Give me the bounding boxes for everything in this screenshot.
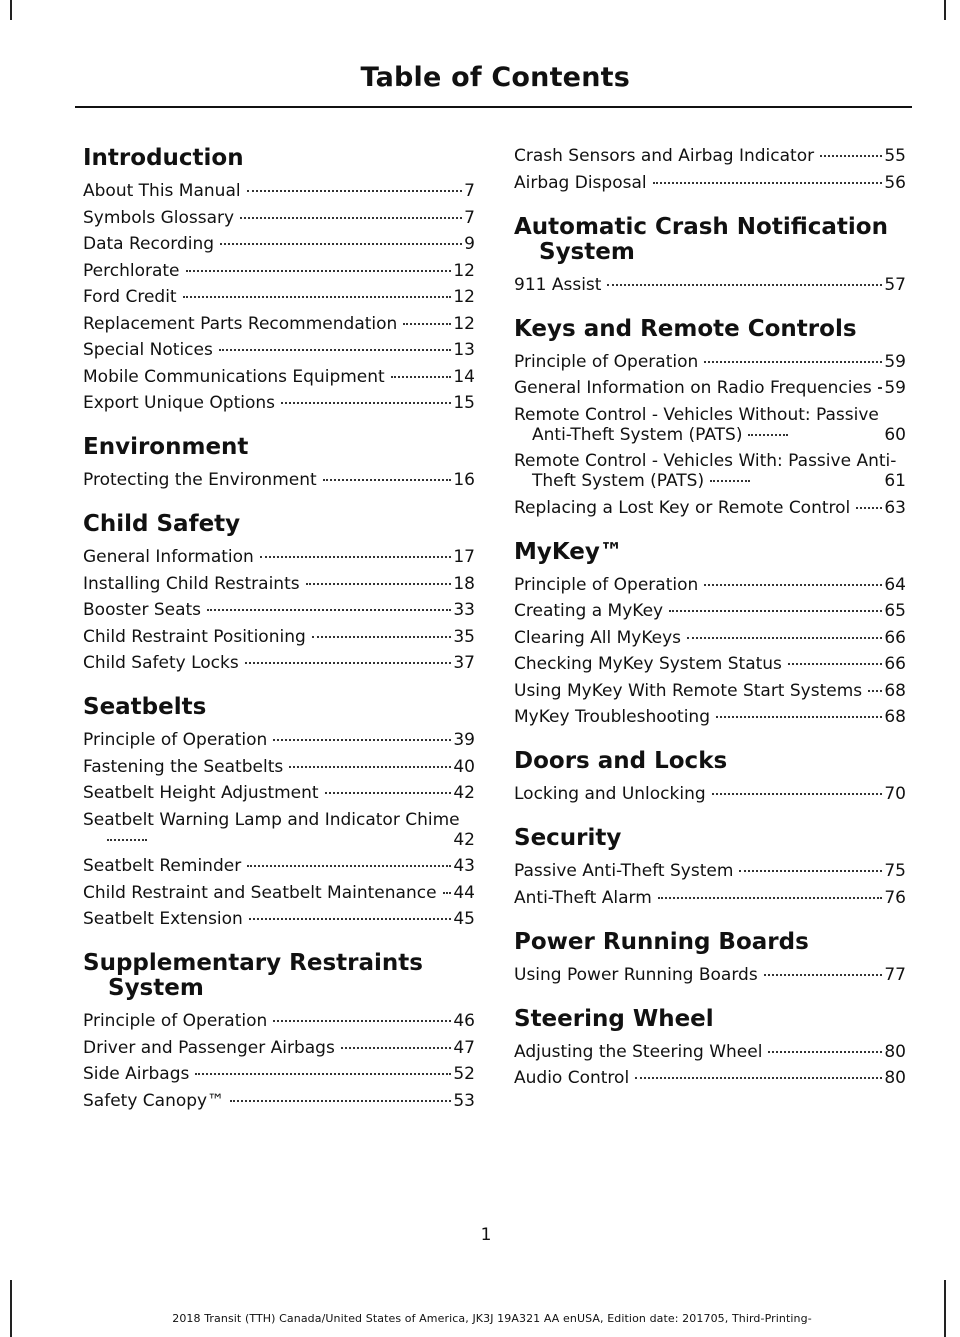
toc-entry-title: Mobile Communications Equipment [83, 366, 385, 387]
dot-leader [183, 296, 452, 298]
toc-section [83, 951, 475, 1111]
page-title: Table of Contents [360, 62, 630, 93]
toc-entry-page: 12 [453, 287, 475, 307]
dot-leader [704, 584, 882, 586]
toc-entry-title: Locking and Unlocking [514, 784, 706, 804]
toc-entry-title: Replacement Parts Recommendation [83, 313, 398, 334]
toc-entry-page: 7 [464, 207, 475, 228]
toc-entry-911-assist[interactable] [514, 275, 906, 295]
section-heading: Supplementary Restraints System [83, 950, 423, 1001]
toc-entry-title: Seatbelt Warning Lamp and Indicator Chime [83, 809, 460, 830]
toc-entry-title: Replacing a Lost Key or Remote Control [514, 497, 851, 518]
dot-leader [443, 892, 452, 894]
toc-entry-locking-and-unlocking[interactable] [514, 784, 906, 804]
dot-leader [856, 507, 882, 509]
toc-entry-title: Ford Credit [83, 287, 177, 307]
toc-entry-replacing-a-lost-key-or-remote-control[interactable] [514, 498, 906, 518]
toc-entry-title: Remote Control - Vehicles Without: Passive Anti-Theft System (PATS) [514, 404, 879, 445]
toc-entry-protecting-the-environment[interactable] [83, 470, 475, 490]
toc-entry-title: Principle of Operation [514, 351, 699, 372]
toc-entry-page: 55 [884, 146, 906, 166]
toc-entry-page: 12 [453, 313, 475, 334]
section-heading: Child Safety [83, 511, 241, 537]
toc-entry-page: 46 [453, 1011, 475, 1031]
toc-entry-perchlorate[interactable] [83, 261, 475, 281]
section-heading: MyKey™ [514, 538, 623, 565]
toc-section [83, 512, 475, 673]
toc-entry-page: 77 [884, 964, 906, 985]
toc-entry-title: Seatbelt Extension [83, 909, 243, 929]
toc-entry-title: Child Restraint Positioning [83, 626, 306, 647]
toc-entry-page: 13 [453, 340, 475, 360]
toc-entry-seatbelt-height-adjustment[interactable] [83, 783, 475, 803]
toc-entry-title: Using Power Running Boards [514, 964, 758, 985]
dot-leader [820, 155, 882, 157]
toc-entry-page: 15 [453, 393, 475, 413]
toc-entry-title: About This Manual [83, 181, 241, 201]
toc-entry-title: Symbols Glossary [83, 207, 235, 228]
toc-entry-page: 76 [884, 887, 906, 908]
dot-leader [712, 793, 883, 795]
toc-column-left [83, 146, 475, 1133]
toc-section [514, 749, 906, 804]
dot-leader [260, 556, 452, 558]
dot-leader [230, 1100, 451, 1102]
toc-entry-remote-control-vehicles-with-passive-anti-theft-system-pats[interactable] [514, 451, 906, 491]
dot-leader [669, 610, 882, 612]
toc-entry-special-notices[interactable] [83, 340, 475, 360]
dot-leader [107, 839, 147, 841]
toc-entry-page: 14 [453, 366, 475, 387]
toc-entry-title: Principle of Operation [83, 730, 268, 750]
toc-entry-page: 59 [884, 351, 906, 372]
section-heading: Power Running Boards [514, 928, 809, 955]
toc-entry-page: 65 [884, 601, 906, 621]
toc-entry-page: 9 [464, 234, 475, 254]
toc-entry-title: Principle of Operation [514, 574, 699, 595]
crop-mark-top-left [10, 0, 12, 20]
toc-section [83, 695, 475, 929]
toc-entry-page: 45 [453, 909, 475, 929]
toc-entry-title: General Information on Radio Frequencies [514, 378, 872, 398]
dot-leader [245, 662, 452, 664]
toc-section [514, 215, 906, 295]
toc-entry-title: Safety Canopy™ [83, 1090, 225, 1111]
toc-entry-seatbelt-extension[interactable] [83, 909, 475, 929]
toc-entry-title: Using MyKey With Remote Start Systems [514, 680, 863, 701]
toc-section [514, 930, 906, 985]
dot-leader [391, 376, 452, 378]
toc-entry-principle-of-operation[interactable] [514, 575, 906, 595]
dot-leader [325, 792, 452, 794]
dot-leader [207, 609, 451, 611]
toc-entry-page: 80 [884, 1068, 906, 1088]
toc-entry-crash-sensors-and-airbag-indicator[interactable] [514, 146, 906, 166]
toc-entry-page: 64 [884, 574, 906, 595]
toc-entry-mykey-troubleshooting[interactable] [514, 707, 906, 727]
dot-leader [219, 349, 452, 351]
toc-section [514, 146, 906, 193]
toc-entry-installing-child-restraints[interactable] [83, 574, 475, 594]
dot-leader [281, 402, 451, 404]
toc-entry-seatbelt-reminder[interactable] [83, 856, 475, 876]
toc-entry-page: 68 [884, 680, 906, 701]
toc-entry-checking-mykey-system-status[interactable] [514, 654, 906, 674]
dot-leader [341, 1047, 452, 1049]
toc-entry-title: 911 Assist [514, 274, 602, 295]
toc-entry-page: 68 [884, 707, 906, 727]
toc-entry-general-information-on-radio-frequencies[interactable] [514, 378, 906, 398]
toc-entry-page: 70 [884, 784, 906, 804]
toc-entry-title: Fastening the Seatbelts [83, 756, 284, 777]
toc-entry-title: Principle of Operation [83, 1011, 268, 1031]
toc-entry-child-restraint-positioning[interactable] [83, 627, 475, 647]
dot-leader [748, 434, 788, 436]
toc-section [514, 540, 906, 728]
toc-entry-child-restraint-and-seatbelt-maintenance[interactable] [83, 883, 475, 903]
toc-entry-title: Passive Anti-Theft System [514, 861, 734, 881]
toc-entry-title: Side Airbags [83, 1064, 190, 1084]
toc-entry-page: 63 [884, 497, 906, 518]
dot-leader [868, 690, 882, 692]
toc-entry-title: General Information [83, 547, 254, 567]
section-heading: Keys and Remote Controls [514, 315, 857, 342]
toc-section [514, 317, 906, 518]
toc-entry-title: Anti-Theft Alarm [514, 887, 652, 908]
toc-entry-title: Driver and Passenger Airbags [83, 1037, 335, 1058]
toc-entry-page: 12 [453, 260, 475, 281]
section-heading: Steering Wheel [514, 1005, 714, 1032]
toc-entry-seatbelt-warning-lamp-and-indicator-chime[interactable] [83, 810, 475, 850]
crop-mark-bottom-right [944, 1280, 946, 1337]
toc-entry-using-power-running-boards[interactable] [514, 965, 906, 985]
toc-entry-mobile-communications-equipment[interactable] [83, 367, 475, 387]
toc-entry-title: MyKey Troubleshooting [514, 707, 710, 727]
dot-leader [273, 1020, 451, 1022]
toc-entry-adjusting-the-steering-wheel[interactable] [514, 1042, 906, 1062]
toc-entry-page: 80 [884, 1041, 906, 1062]
toc-entry-page: 16 [453, 470, 475, 490]
dot-leader [220, 243, 462, 245]
dot-leader [704, 361, 882, 363]
toc-entry-title: Installing Child Restraints [83, 573, 300, 594]
toc-entry-replacement-parts-recommendation[interactable] [83, 314, 475, 334]
footer-edition-text: 2018 Transit (TTH) Canada/United States of America, JK3J 19A321 AA enUSA, Edition date: 201705, Third-Printing- [172, 1312, 812, 1325]
toc-entry-driver-and-passenger-airbags[interactable] [83, 1038, 475, 1058]
dot-leader [658, 897, 883, 899]
dot-leader [247, 190, 463, 192]
header-divider [75, 106, 912, 108]
toc-entry-airbag-disposal[interactable] [514, 173, 906, 193]
toc-entry-title: Seatbelt Reminder [83, 856, 242, 876]
toc-entry-side-airbags[interactable] [83, 1064, 475, 1084]
toc-entry-passive-anti-theft-system[interactable] [514, 861, 906, 881]
dot-leader [403, 323, 451, 325]
toc-entry-title: Child Restraint and Seatbelt Maintenance [83, 882, 437, 903]
toc-entry-child-safety-locks[interactable] [83, 653, 475, 673]
toc-entry-title: Booster Seats [83, 600, 202, 620]
crop-mark-bottom-left [10, 1280, 12, 1337]
toc-entry-booster-seats[interactable] [83, 600, 475, 620]
toc-entry-page: 7 [464, 181, 475, 201]
dot-leader [764, 974, 883, 976]
toc-entry-audio-control[interactable] [514, 1068, 906, 1088]
dot-leader [273, 739, 451, 741]
toc-entry-page: 56 [884, 172, 906, 193]
toc-entry-remote-control-vehicles-without-passive-anti-theft-system-pats[interactable] [514, 405, 906, 445]
toc-entry-page: 42 [453, 783, 475, 803]
dot-leader [653, 182, 883, 184]
dot-leader [289, 766, 451, 768]
dot-leader [312, 636, 452, 638]
toc-section [514, 1007, 906, 1089]
dot-leader [607, 284, 882, 286]
toc-entry-title: Child Safety Locks [83, 653, 239, 673]
toc-entry-title: Crash Sensors and Airbag Indicator [514, 146, 815, 166]
toc-entry-title: Checking MyKey System Status [514, 654, 782, 674]
toc-entry-page: 37 [453, 653, 475, 673]
toc-entry-page: 17 [453, 547, 475, 567]
toc-entry-title: Clearing All MyKeys [514, 627, 682, 648]
dot-leader [306, 583, 452, 585]
toc-entry-page: 18 [453, 573, 475, 594]
toc-entry-creating-a-mykey[interactable] [514, 601, 906, 621]
toc-entry-general-information[interactable] [83, 547, 475, 567]
dot-leader [195, 1073, 451, 1075]
toc-entry-title: Protecting the Environment [83, 470, 317, 490]
section-heading: Environment [83, 434, 249, 460]
toc-entry-title: Seatbelt Height Adjustment [83, 783, 319, 803]
toc-entry-principle-of-operation[interactable] [83, 730, 475, 750]
toc-entry-page: 42 [453, 829, 475, 850]
toc-entry-principle-of-operation[interactable] [83, 1011, 475, 1031]
section-heading: Automatic Crash Notification System [514, 213, 888, 265]
toc-entry-anti-theft-alarm[interactable] [514, 888, 906, 908]
toc-entry-page: 35 [453, 626, 475, 647]
section-heading: Introduction [83, 145, 244, 171]
dot-leader [788, 663, 882, 665]
toc-entry-ford-credit[interactable] [83, 287, 475, 307]
toc-entry-fastening-the-seatbelts[interactable] [83, 757, 475, 777]
section-heading: Security [514, 825, 622, 851]
dot-leader [186, 270, 452, 272]
toc-entry-page: 66 [884, 654, 906, 674]
toc-entry-using-mykey-with-remote-start-systems[interactable] [514, 681, 906, 701]
toc-entry-page: 33 [453, 600, 475, 620]
toc-entry-title: Audio Control [514, 1068, 630, 1088]
toc-entry-page: 44 [453, 882, 475, 903]
toc-entry-title: Adjusting the Steering Wheel [514, 1041, 763, 1062]
toc-entry-title: Remote Control - Vehicles With: Passive Anti-Theft System (PATS) [514, 451, 897, 491]
toc-entry-title: Airbag Disposal [514, 172, 647, 193]
dot-leader [878, 387, 883, 389]
toc-section [83, 435, 475, 490]
toc-entry-page: 47 [453, 1037, 475, 1058]
crop-mark-top-right [944, 0, 946, 20]
toc-entry-title: Special Notices [83, 340, 213, 360]
toc-entry-page: 61 [884, 471, 906, 491]
toc-entry-title: Export Unique Options [83, 393, 276, 413]
toc-entry-page: 52 [453, 1064, 475, 1084]
dot-leader [716, 716, 882, 718]
toc-entry-page: 75 [884, 861, 906, 881]
toc-entry-title: Creating a MyKey [514, 601, 664, 621]
toc-entry-page: 40 [453, 756, 475, 777]
dot-leader [768, 1051, 882, 1053]
toc-entry-page: 39 [453, 730, 475, 750]
page-number: 1 [480, 1225, 492, 1245]
toc-column-right [514, 146, 906, 1110]
toc-entry-data-recording[interactable] [83, 234, 475, 254]
dot-leader [739, 870, 882, 872]
section-heading: Seatbelts [83, 694, 207, 720]
dot-leader [247, 865, 451, 867]
toc-entry-principle-of-operation[interactable] [514, 352, 906, 372]
toc-entry-page: 53 [453, 1090, 475, 1111]
toc-entry-clearing-all-mykeys[interactable] [514, 628, 906, 648]
dot-leader [249, 918, 452, 920]
toc-entry-page: 66 [884, 627, 906, 648]
dot-leader [323, 479, 452, 481]
dot-leader [710, 480, 750, 482]
toc-entry-title: Perchlorate [83, 260, 180, 281]
toc-entry-symbols-glossary[interactable] [83, 208, 475, 228]
toc-entry-about-this-manual[interactable] [83, 181, 475, 201]
toc-entry-safety-canopy[interactable] [83, 1091, 475, 1111]
toc-section [83, 146, 475, 413]
toc-entry-page: 43 [453, 856, 475, 876]
dot-leader [687, 637, 882, 639]
toc-entry-page: 57 [884, 274, 906, 295]
dot-leader [240, 217, 462, 219]
toc-entry-title: Data Recording [83, 234, 215, 254]
section-heading: Doors and Locks [514, 748, 728, 774]
toc-entry-export-unique-options[interactable] [83, 393, 475, 413]
toc-entry-page: 59 [884, 378, 906, 398]
dot-leader [635, 1077, 882, 1079]
toc-entry-page: 60 [884, 424, 906, 445]
toc-section [514, 826, 906, 908]
